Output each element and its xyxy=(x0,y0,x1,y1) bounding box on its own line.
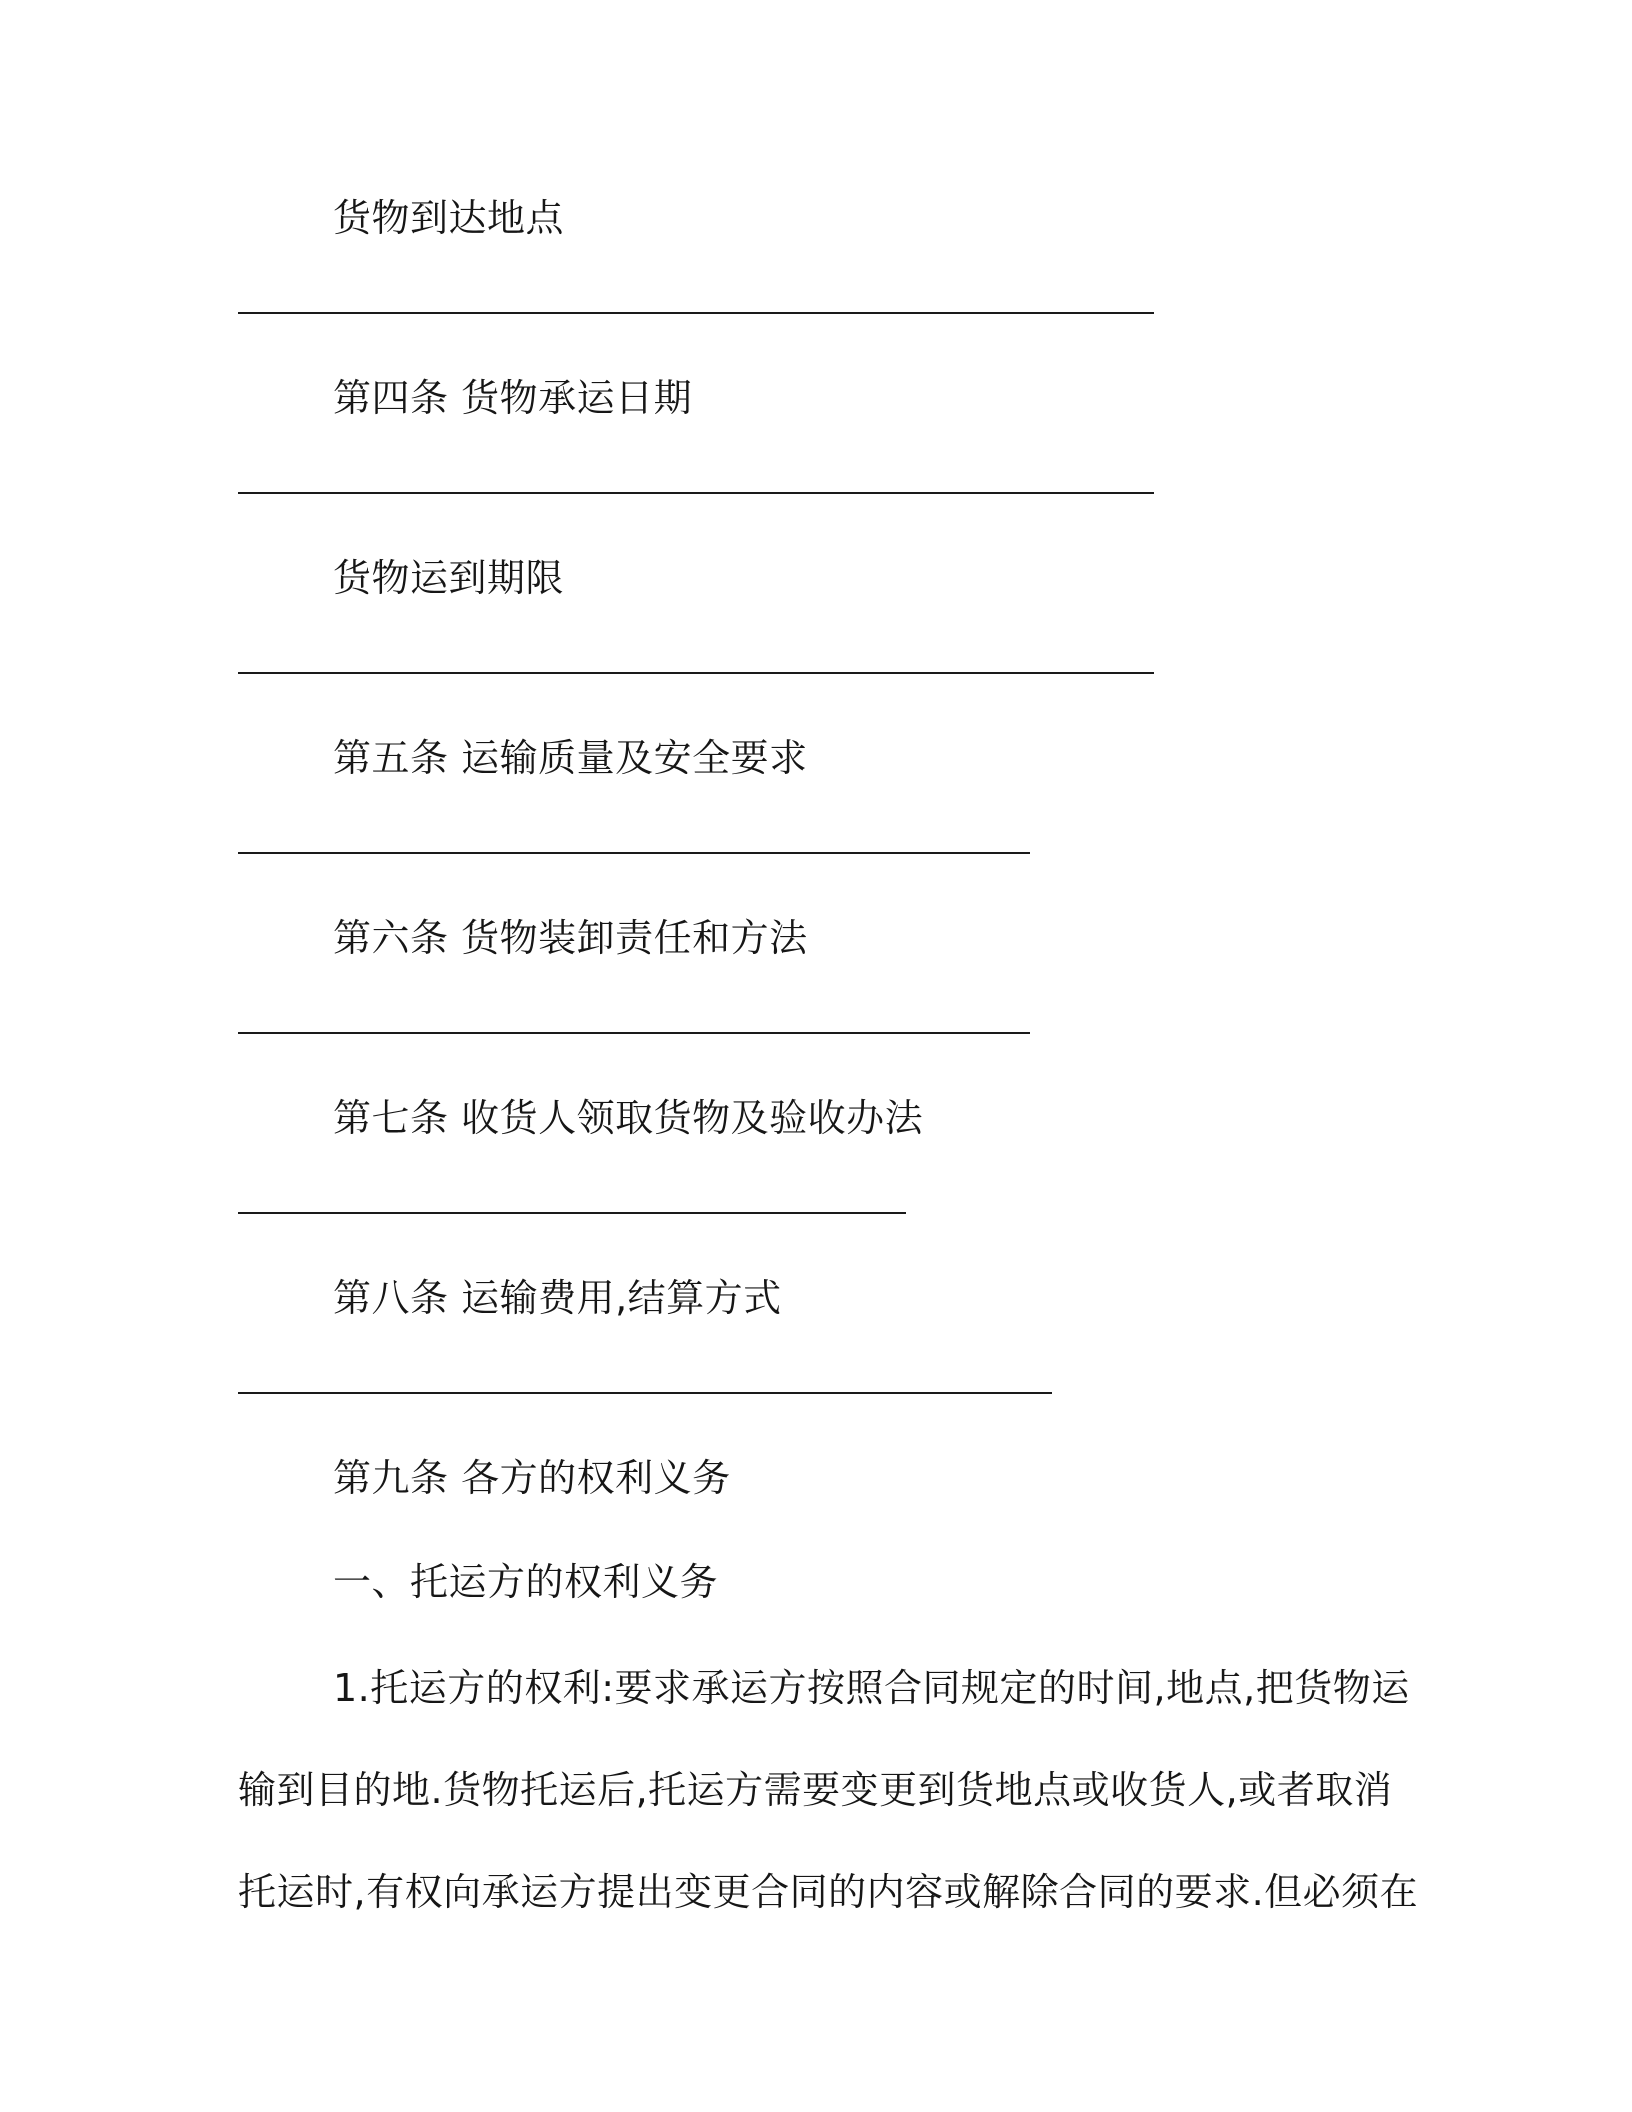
fill-in-blank-line xyxy=(238,1392,1052,1394)
paragraph-line: 托运时,有权向承运方提出变更合同的内容或解除合同的要求.但必须在 xyxy=(238,1870,1419,1914)
fill-in-blank-line xyxy=(238,312,1154,314)
clause-heading-4: 第四条 货物承运日期 xyxy=(333,376,693,420)
fill-in-blank-line xyxy=(238,1212,906,1214)
clause-heading-7: 第七条 收货人领取货物及验收办法 xyxy=(333,1096,924,1140)
paragraph-line: 输到目的地.货物托运后,托运方需要变更到货地点或收货人,或者取消 xyxy=(238,1768,1393,1812)
fill-in-blank-line xyxy=(238,1032,1030,1034)
paragraph-line: 1.托运方的权利:要求承运方按照合同规定的时间,地点,把货物运 xyxy=(333,1666,1410,1710)
field-label-destination: 货物到达地点 xyxy=(333,196,565,240)
clause-heading-9: 第九条 各方的权利义务 xyxy=(333,1456,731,1500)
field-label-delivery-deadline: 货物运到期限 xyxy=(333,556,565,600)
clause-heading-6: 第六条 货物装卸责任和方法 xyxy=(333,916,808,960)
fill-in-blank-line xyxy=(238,672,1154,674)
clause-heading-8: 第八条 运输费用,结算方式 xyxy=(333,1276,782,1320)
fill-in-blank-line xyxy=(238,852,1030,854)
clause-heading-5: 第五条 运输质量及安全要求 xyxy=(333,736,808,780)
subsection-heading: 一、托运方的权利义务 xyxy=(333,1560,719,1604)
fill-in-blank-line xyxy=(238,492,1154,494)
